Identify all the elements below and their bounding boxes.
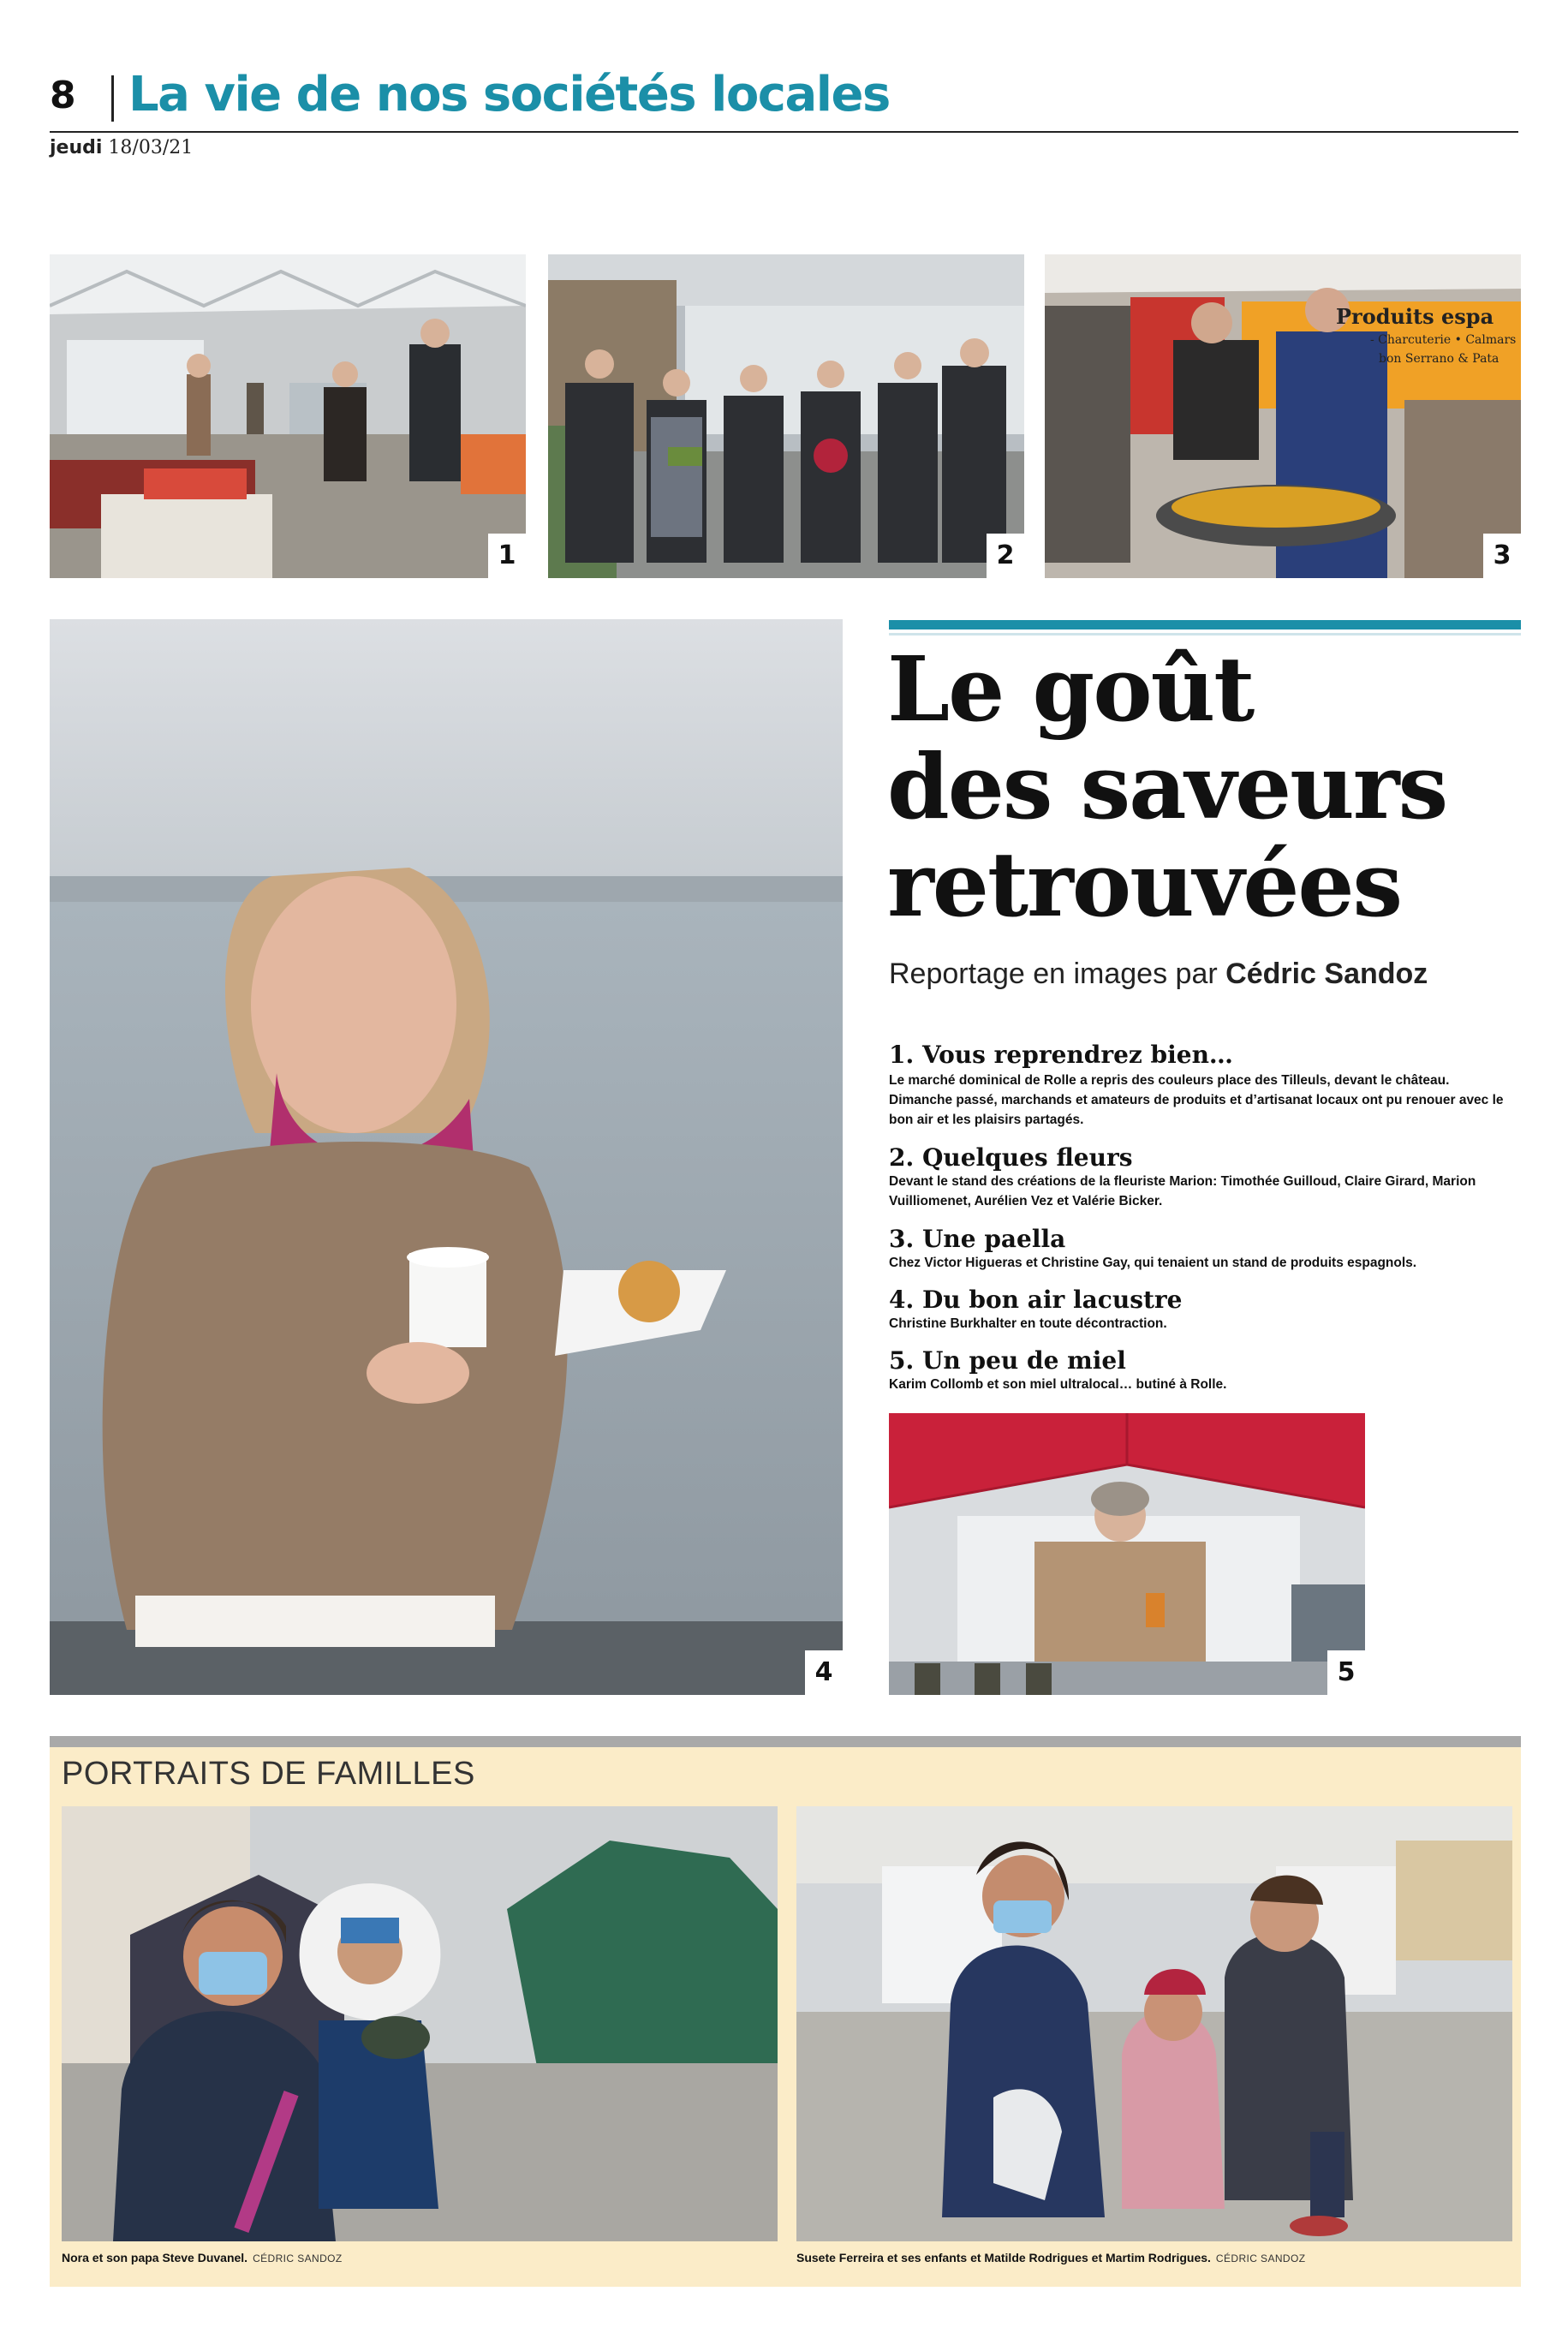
article-headline [887, 636, 1538, 937]
paella-sign-line: bon Serrano & Pata [1379, 352, 1499, 366]
caption-text: Christine Burkhalter en toute décontraction. [889, 1316, 1167, 1331]
header-rule [50, 131, 1518, 133]
photo-number-badge: 5 [1327, 1650, 1365, 1695]
article-byline [889, 958, 1428, 991]
issue-date [50, 137, 193, 158]
photo-market-stall [50, 254, 526, 578]
headline-accent-underline [889, 633, 1521, 635]
portrait-caption-left [62, 2251, 343, 2264]
headline-line: retrouvées [887, 832, 1402, 937]
photo-number-badge: 3 [1483, 534, 1521, 578]
portraits-top-rule [50, 1736, 1521, 1747]
caption-heading: 2. Quelques fleurs [889, 1143, 1133, 1172]
photo-credit: CÉDRIC SANDOZ [1215, 2252, 1306, 2264]
caption-text: Susete Ferreira et ses enfants et Matilde Rodrigues et Martim Rodrigues. [796, 2251, 1211, 2264]
caption-text: Chez Victor Higueras et Christine Gay, qui tenaient un stand de produits espagnols. [889, 1256, 1417, 1270]
photo-honey-seller [889, 1413, 1365, 1695]
photo-credit: CÉDRIC SANDOZ [253, 2252, 343, 2264]
photo-family-duvanel [62, 1806, 778, 2241]
byline-prefix: Reportage en images par [889, 958, 1218, 990]
caption-heading: 1. Vous reprendrez bien… [889, 1041, 1233, 1069]
caption-heading: 3. Une paella [889, 1225, 1066, 1253]
portrait-caption-right [796, 2251, 1305, 2264]
headline-accent-bar [889, 620, 1521, 629]
byline-author: Cédric Sandoz [1225, 958, 1428, 990]
paella-sign-title: Produits espa [1336, 304, 1494, 329]
header-separator [111, 75, 114, 122]
portraits-title: PORTRAITS DE FAMILLES [62, 1756, 475, 1792]
caption-text: Nora et son papa Steve Duvanel. [62, 2251, 248, 2264]
photo-number-badge: 4 [805, 1650, 843, 1695]
photo-number-badge: 1 [488, 534, 526, 578]
caption-text: Devant le stand des créations de la fleuriste Marion: Timothée Guilloud, Claire Girard, Marion Vuilliomenet, Aurélien Vez et Valérie Bicker. [889, 1174, 1476, 1208]
photo-flower-stand-group [548, 254, 1024, 578]
headline-line: Le goût [887, 636, 1254, 742]
headline-line: des saveurs [887, 734, 1447, 839]
photo-lake-portrait [50, 619, 843, 1695]
caption-text: Le marché dominical de Rolle a repris des couleurs place des Tilleuls, devant le château. Dimanche passé, marchands et amateurs de produits et d’artisanat locaux ont pu renouer avec le bon air et les plaisirs partagés. [889, 1073, 1504, 1127]
photo-paella-stand [1045, 254, 1521, 578]
photo-family-ferreira [796, 1806, 1512, 2241]
caption-text: Karim Collomb et son miel ultralocal… butiné à Rolle. [889, 1377, 1227, 1392]
section-title: La vie de nos sociétés locales [128, 67, 890, 122]
issue-weekday: jeudi [50, 137, 103, 158]
photo-number-badge: 2 [987, 534, 1024, 578]
page-number: 8 [50, 74, 76, 117]
paella-sign-line: - Charcuterie • Calmars [1370, 333, 1517, 347]
caption-heading: 5. Un peu de miel [889, 1346, 1126, 1375]
caption-heading: 4. Du bon air lacustre [889, 1286, 1183, 1314]
issue-date-value: 18/03/21 [108, 137, 194, 158]
